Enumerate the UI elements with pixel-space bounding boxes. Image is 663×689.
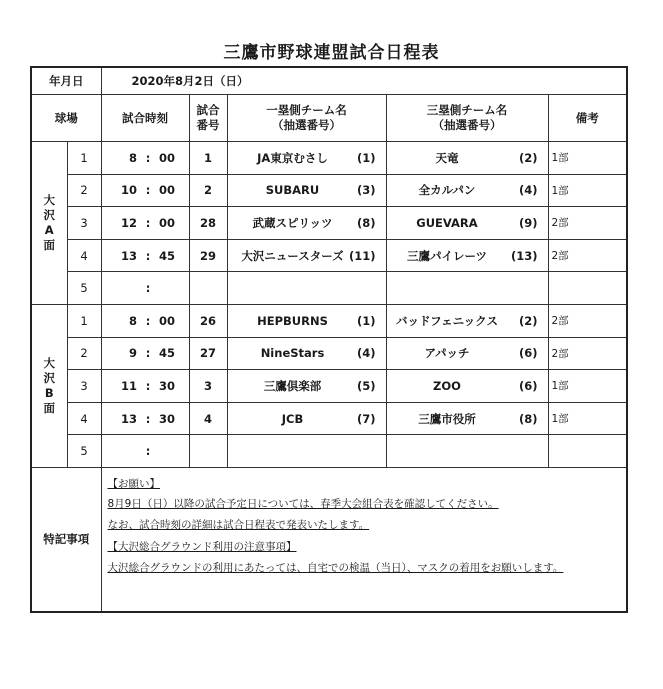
venue-name: 大 沢 A 面 <box>31 142 67 305</box>
first-base-team: JA東京むさし (1) <box>227 142 386 175</box>
game-number: 1 <box>189 142 227 175</box>
game-number: 26 <box>189 304 227 337</box>
table-row <box>31 370 627 403</box>
header-row <box>31 95 627 142</box>
third-base-team: ZOO (6) <box>386 370 548 403</box>
table-row <box>31 174 627 207</box>
division-note: 1部 <box>548 402 627 435</box>
game-time: 10 : 00 <box>101 174 189 207</box>
note-line: 【お願い】 <box>107 477 160 490</box>
header-venue: 球場 <box>31 95 101 142</box>
first-base-team: 三鷹倶楽部 (5) <box>227 370 386 403</box>
game-time: : <box>101 272 189 305</box>
division-note: 1部 <box>548 370 627 403</box>
division-note: 2部 <box>548 207 627 240</box>
first-base-team <box>227 272 386 305</box>
venue-name: 大 沢 B 面 <box>31 304 67 467</box>
third-base-team: 全カルパン (4) <box>386 174 548 207</box>
table-row <box>31 142 627 175</box>
third-base-team <box>386 435 548 468</box>
game-number <box>189 435 227 468</box>
game-time: 9 : 45 <box>101 337 189 370</box>
row-number: 1 <box>67 142 101 175</box>
game-number: 3 <box>189 370 227 403</box>
first-base-team: SUBARU (3) <box>227 174 386 207</box>
row-number: 2 <box>67 337 101 370</box>
notes-content <box>101 467 627 612</box>
row-number: 5 <box>67 272 101 305</box>
first-base-team: HEPBURNS (1) <box>227 304 386 337</box>
division-note <box>548 272 627 305</box>
game-number: 4 <box>189 402 227 435</box>
game-time: 13 : 30 <box>101 402 189 435</box>
division-note: 1部 <box>548 174 627 207</box>
notes-row <box>31 467 627 612</box>
row-number: 4 <box>67 402 101 435</box>
header-team1: 一塁側チーム名 （抽選番号） <box>227 95 386 142</box>
division-note: 2部 <box>548 337 627 370</box>
third-base-team: GUEVARA (9) <box>386 207 548 240</box>
game-time: 8 : 00 <box>101 304 189 337</box>
division-note <box>548 435 627 468</box>
page-title: 三鷹市野球連盟試合日程表 <box>223 43 440 63</box>
table-row <box>31 337 627 370</box>
table-row <box>31 272 627 305</box>
header-game-no: 試合 番号 <box>189 95 227 142</box>
game-number: 28 <box>189 207 227 240</box>
first-base-team: JCB (7) <box>227 402 386 435</box>
game-time: : <box>101 435 189 468</box>
date-label: 年月日 <box>31 67 101 95</box>
table-row <box>31 304 627 337</box>
row-number: 5 <box>67 435 101 468</box>
notes-label: 特記事項 <box>31 467 101 612</box>
division-note: 2部 <box>548 239 627 272</box>
header-team2: 三塁側チーム名 （抽選番号） <box>386 95 548 142</box>
header-note: 備考 <box>548 95 627 142</box>
game-number: 27 <box>189 337 227 370</box>
note-line: 大沢総合グラウンドの利用にあたっては、自宅での検温（当日）、マスクの着用をお願いします。 <box>107 561 564 574</box>
table-row <box>31 402 627 435</box>
third-base-team: 三鷹市役所 (8) <box>386 402 548 435</box>
row-number: 1 <box>67 304 101 337</box>
game-number: 2 <box>189 174 227 207</box>
row-number: 3 <box>67 370 101 403</box>
third-base-team: 天竜 (2) <box>386 142 548 175</box>
table-row <box>31 239 627 272</box>
game-time: 12 : 00 <box>101 207 189 240</box>
row-number: 2 <box>67 174 101 207</box>
note-line: なお、試合時刻の詳細は試合日程表で発表いたします。 <box>107 518 370 531</box>
game-number: 29 <box>189 239 227 272</box>
third-base-team: アパッチ (6) <box>386 337 548 370</box>
division-note: 1部 <box>548 142 627 175</box>
game-time: 13 : 45 <box>101 239 189 272</box>
first-base-team: NineStars (4) <box>227 337 386 370</box>
division-note: 2部 <box>548 304 627 337</box>
first-base-team <box>227 435 386 468</box>
row-number: 4 <box>67 239 101 272</box>
game-time: 11 : 30 <box>101 370 189 403</box>
date-value: 2020年8月2日（日） <box>101 67 627 95</box>
third-base-team: バッドフェニックス (2) <box>386 304 548 337</box>
table-row <box>31 207 627 240</box>
row-number: 3 <box>67 207 101 240</box>
first-base-team: 武蔵スピリッツ (8) <box>227 207 386 240</box>
third-base-team <box>386 272 548 305</box>
note-line: 8月9日（日）以降の試合予定日については、春季大会組合表を確認してください。 <box>107 498 499 511</box>
game-number <box>189 272 227 305</box>
header-time: 試合時刻 <box>101 95 189 142</box>
note-line: 【大沢総合グラウンド利用の注意事項】 <box>107 541 297 554</box>
third-base-team: 三鷹パイレーツ (13) <box>386 239 548 272</box>
schedule-table <box>30 66 628 613</box>
table-row <box>31 435 627 468</box>
first-base-team: 大沢ニュースターズ (11) <box>227 239 386 272</box>
game-time: 8 : 00 <box>101 142 189 175</box>
